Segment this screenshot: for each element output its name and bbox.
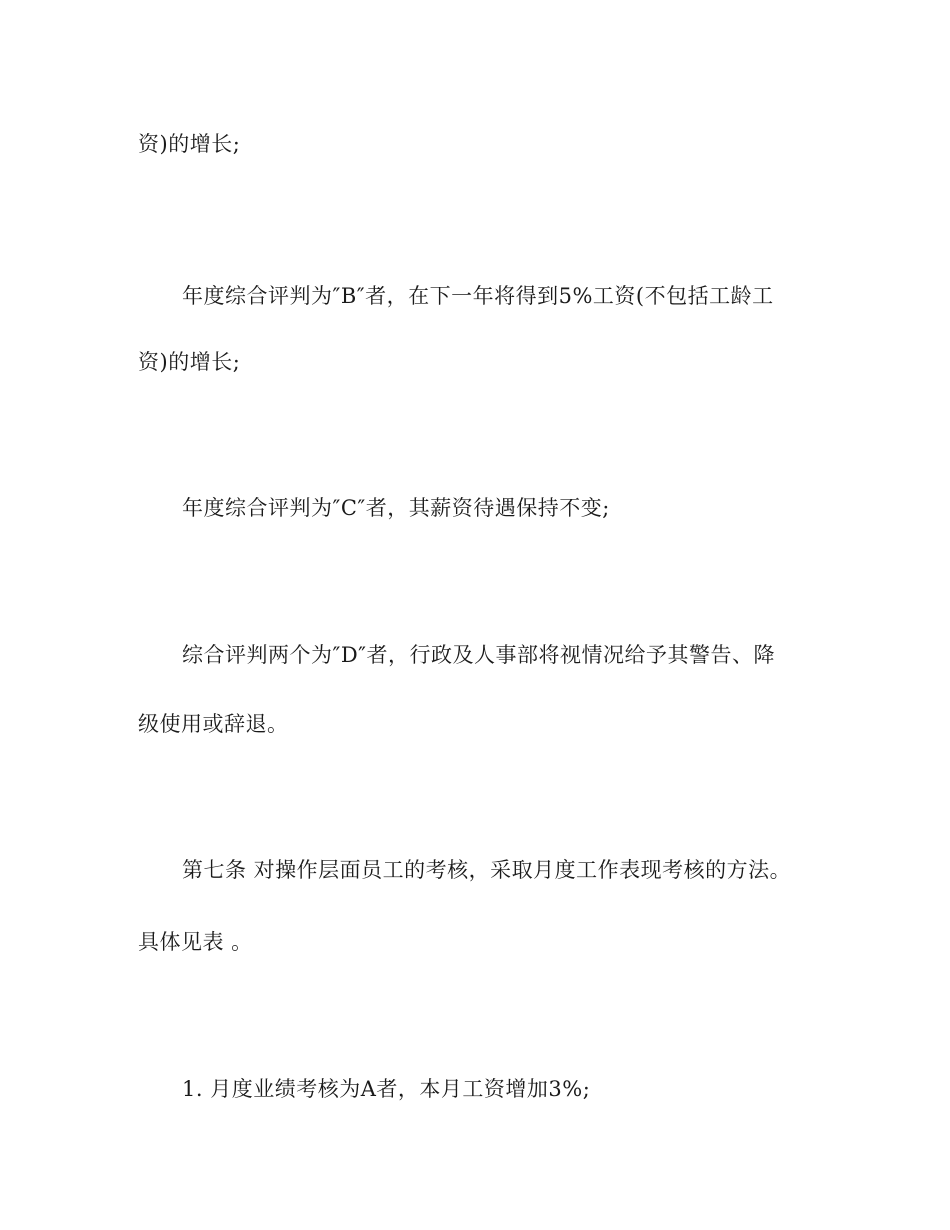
paragraph-line: 具体见表 。 (138, 930, 253, 954)
paragraph-line: 第七条 对操作层面员工的考核，采取月度工作表现考核的方法。 (182, 858, 792, 882)
paragraph-line: 综合评判两个为″D″者，行政及人事部将视情况给予其警告、降 (182, 643, 776, 667)
paragraph-line: 年度综合评判为″B″者，在下一年将得到5%工资(不包括工龄工 (182, 284, 774, 308)
paragraph-line: 年度综合评判为″C″者，其薪资待遇保持不变; (182, 496, 610, 520)
paragraph-line: 资)的增长; (138, 132, 241, 156)
paragraph-line: 资)的增长; (138, 350, 241, 374)
paragraph-line: 级使用或辞退。 (138, 712, 289, 736)
paragraph-line: 1. 月度业绩考核为A者，本月工资增加3%; (182, 1077, 591, 1101)
